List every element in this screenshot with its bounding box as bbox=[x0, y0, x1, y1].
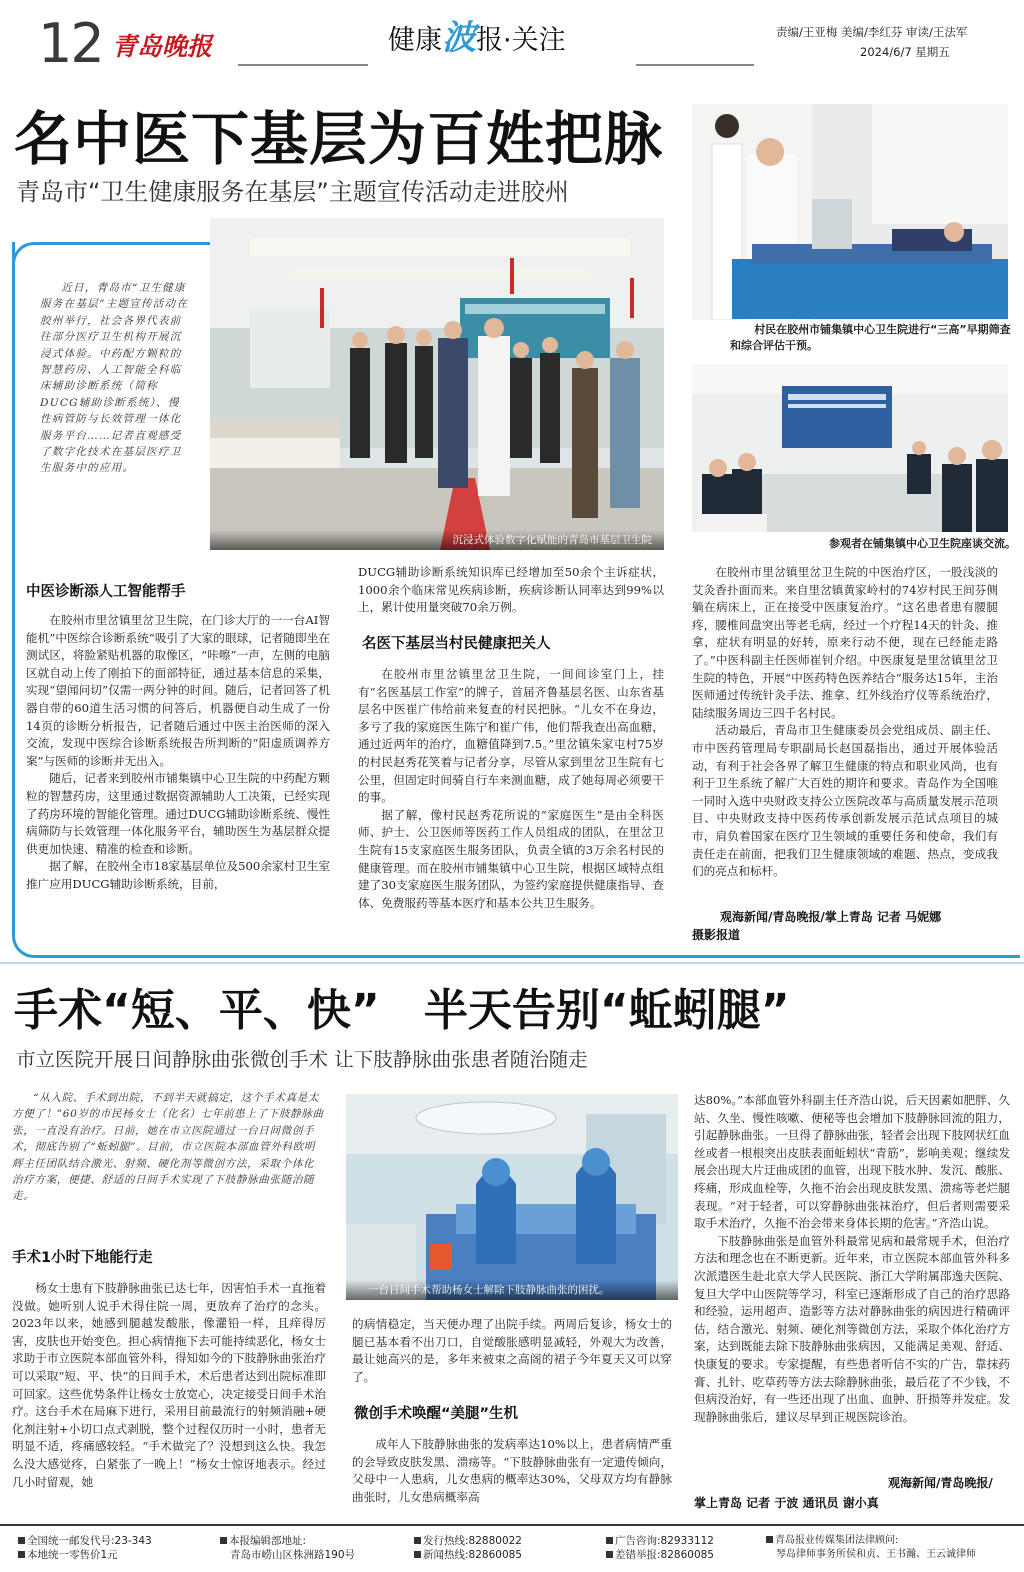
article2-col3-text bbox=[694, 1092, 1010, 1472]
article2-title: 手术“短、平、快” 半天告别“蚯蚓腿” bbox=[14, 985, 790, 1036]
article2-col1-para: 杨女士患有下肢静脉曲张已达七年，因害怕手术一直拖着没做。她听别人说手术得住院一周，更放弃了治疗的念头。2023年以来，她感到腿越发酸胀，像灌铅一样，且痒得厉害，皮肤也开始变色。担心病情拖下去可能持续恶化，杨女士求助于市立医院本部血管外科，得知如今的下肢静脉曲张治疗可以采取“短、平、快”的日间手术，术后患者达到出院标准即可回家。这些优势条件让杨女士放宽心，决定接受日间手术治疗。这台手术在局麻下进行，采用目前最流行的射频消融+硬化剂注射+小切口点式剥脱，整个过程仅历时一小时，患者无明显不适，疼痛感较轻。“手术做完了？没想到这么快。我怎么没大感觉疼，白紧张了一晚上！”杨女士惊讶地表示。经过几小时留观，她 bbox=[12, 1281, 326, 1489]
article1-col3-text bbox=[692, 564, 998, 904]
article2-col2-top-text bbox=[352, 1316, 672, 1386]
section-title bbox=[388, 18, 566, 61]
footer-line bbox=[220, 1548, 410, 1562]
square-bullet-icon bbox=[766, 1536, 773, 1543]
article-divider bbox=[0, 962, 1024, 964]
article1-byline: 观海新闻/青岛晚报/掌上青岛 记者 马妮娜 bbox=[720, 910, 942, 924]
footer bbox=[0, 1532, 1024, 1568]
square-bullet-icon bbox=[18, 1537, 25, 1544]
footer-rule bbox=[0, 1524, 1024, 1526]
footer-text: 青岛市崂山区株洲路190号 bbox=[230, 1549, 356, 1561]
article2-photo-caption: 一台日间手术帮助杨女士解除下肢静脉曲张的困扰。 bbox=[346, 1280, 678, 1300]
footer-text: 差错举报:82860085 bbox=[615, 1549, 714, 1561]
footer-text: 青岛报业传媒集团法律顾问: bbox=[775, 1535, 899, 1546]
footer-line bbox=[414, 1534, 594, 1548]
article2-col1-text bbox=[12, 1280, 326, 1512]
article1-main-photo-caption: 沉浸式体验数字化赋能的青岛市基层卫生院 bbox=[210, 530, 664, 550]
footer-line bbox=[766, 1548, 1022, 1562]
square-bullet-icon bbox=[606, 1537, 613, 1544]
article2-col3-para: 下肢静脉曲张是血管外科最常见病和最常规手术，但治疗方法和理念也在不断更新。近年来，市立医院本部血管外科多次派遣医生赴北京大学人民医院、浙江大学附属邵逸夫医院、复旦大学中山医院等学习，科室已逐渐形成了自己的治疗思路和经验，运用超声、造影等方法对静脉曲张的病因进行精确评估，结合激光、射频、硬化剂等微创方法，采取个体化治疗方案，达到既能去除下肢静脉曲张病因，又能满足美观、舒适、快康复的要求。专家提醒，有些患者听信不实的广告，靠抹药膏、扎针、吃草药等方法去除静脉曲张，最后花了不少钱，不但病没治好，有一些还出现了出血、血肿、肝损等并发症。发现静脉曲张后，建议尽早到正规医院诊治。 bbox=[694, 1233, 1010, 1424]
footer-text: 本报编辑部地址: bbox=[229, 1535, 307, 1547]
article1-col1-para: 随后，记者来到胶州市铺集镇中心卫生院的中药配方颗粒的智慧药房，这里通过数据资源辅助人工决策，已经实现了药房环境的智能化管理。通过DUCG辅助诊断系统、慢性病筛防与长效管理一体化服务平台，辅助医生为基层群众提供更加快速、精准的检查和诊断。 bbox=[26, 771, 330, 856]
surgery-image bbox=[346, 1094, 678, 1300]
article2-col2-heading: 微创手术唤醒“美腿”生机 bbox=[354, 1406, 519, 1422]
article1-byline-sub: 摄影报道 bbox=[692, 928, 741, 942]
page-number: 12 bbox=[38, 12, 103, 75]
footer-cell bbox=[414, 1534, 594, 1562]
square-bullet-icon bbox=[18, 1551, 25, 1558]
article1-photo-screening bbox=[692, 104, 1008, 320]
article1-col3-para: 活动最后，青岛市卫生健康委员会党组成员、副主任、市中医药管理局专职副局长赵国磊指出，通过开展体验活动，有利于社会各界了解卫生健康的特点和职业风尚，也有利于卫生系统了解广大百姓的期许和要求。青岛作为全国唯一同时入选中央财政支持公立医院改革与高质量发展示范项目、中央财政支持中医药传承创新发展示范试点项目的城市，肩负着国家在医疗卫生领域的重要任务和使命，我们有责任走在前面，把我们卫生健康领域的难题、热点，变成我们的亮点和标杆。 bbox=[692, 723, 998, 879]
footer-text: 新闻热线:82860085 bbox=[423, 1549, 522, 1561]
article1-frame-top bbox=[12, 242, 212, 266]
article2-byline-sub: 掌上青岛 记者 于波 通讯员 谢小真 bbox=[694, 1496, 879, 1510]
square-bullet-icon bbox=[414, 1551, 421, 1558]
paper-masthead: 青岛晚报 bbox=[112, 32, 213, 61]
footer-cell bbox=[18, 1534, 208, 1562]
header-date: 2024/6/7 星期五 bbox=[860, 45, 950, 59]
article1-col3-para: 在胶州市里岔镇里岔卫生院的中医治疗区，一股浅淡的艾灸香扑面而来。来自里岔镇黄家岭村的74岁村民王间芬侧躺在病床上，正在接受中医康复治疗。“这名患者患有腰腿疼，腰椎间盘突出等老毛病，经过一个疗程14天的针灸、推拿，症状有明显的好转，原来行动不便，现在已经能走路了。”中医科副主任医师崔钊介绍。中医康复是里岔镇里岔卫生院的特色，开展“中医药特色医养结合”服务达15年，主治医师通过传统针灸手法、推拿、红外线治疗仪等系统治疗，陆续服务周边三四千名村民。 bbox=[692, 565, 998, 720]
section-title-mark: 波 bbox=[442, 18, 476, 58]
header-rule-left bbox=[238, 64, 368, 66]
footer-line bbox=[606, 1534, 766, 1548]
square-bullet-icon bbox=[414, 1537, 421, 1544]
article1-col2-para: 据了解，像村民赵秀花所说的“家庭医生”是由全科医师、护士、公卫医师等医药工作人员组成的团队，在里岔卫生院有15支家庭医生服务团队，负责全镇的3万余名村民的健康管理。而在胶州市铺集镇中心卫生院，根据区域特点组建了30支家庭医生服务团队，为签约家庭提供健康指导、查体、免费服药等基本医疗和基本公共卫生服务。 bbox=[358, 807, 664, 910]
footer-line bbox=[606, 1548, 766, 1562]
article1-col2-para: 在胶州市里岔镇里岔卫生院，一间间诊室门上，挂有“名医基层工作室”的牌子，首届齐鲁基层名医、山东省基层名中医崔广伟给前来复查的村民把脉。“儿女不在身边，多亏了我的家庭医生陈宁和崔广伟，他们帮我查出高血糖，通过近两年的治疗，血糖值降到7.5。”里岔镇朱家屯村75岁的村民赵秀花笑着与记者分享，尽管从家到里岔卫生院有七公里，但固定时间骑自行车来测血糖，成了她每周必须要干的事。 bbox=[358, 667, 664, 805]
footer-text: 广告咨询:82933112 bbox=[615, 1535, 714, 1547]
article2-col2-para: 的病情稳定，当天便办理了出院手续。两周后复诊，杨女士的腿已基本看不出刀口，自觉酸胀感明显减轻，外观大为改善，最让她高兴的是，多年来被束之高阁的裙子今年夏天又可以穿了。 bbox=[352, 1317, 672, 1384]
header-editors: 责编/王亚梅 美编/李红芬 审读/王法军 bbox=[776, 25, 968, 39]
square-bullet-icon bbox=[220, 1537, 227, 1544]
article2-col2-text bbox=[352, 1436, 672, 1508]
footer-line bbox=[414, 1548, 594, 1562]
section-title-post: 报·关注 bbox=[476, 25, 566, 56]
article2-byline: 观海新闻/青岛晚报/ bbox=[888, 1476, 993, 1490]
article2-photo bbox=[346, 1094, 678, 1300]
footer-text: 本地统一零售价1元 bbox=[27, 1549, 118, 1561]
hospital-lobby-image bbox=[210, 218, 664, 550]
article1-col2-para: DUCG辅助诊断系统知识库已经增加至50余个主诉症状，1000余个临床常见疾病诊断，疾病诊断认同率达到99%以上，累计使用量突破70余万例。 bbox=[358, 565, 664, 615]
article2-col3-para: 达80%。”本部血管外科副主任齐浩山说，后天因素如肥胖、久站、久坐、慢性咳嗽、便秘等也会增加下肢静脉回流的阻力，引起静脉曲张。一旦得了静脉曲张，轻者会出现下肢网状红血丝或者一根根突出皮肤表面蚯蚓状“青筋”，影响美观；继续发展会出现大片迂曲成团的血管，出现下肢水肿、发沉、酸胀、疼痛，形成血栓等，久拖不治会出现皮肤发黑、溃疡等老烂腿表现。“对于轻者，可以穿静脉曲张袜治疗，但后者则需要采取手术治疗，久拖不治会带来身体长期的危害。”齐浩山说。 bbox=[694, 1093, 1010, 1231]
footer-text: 发行热线:82880022 bbox=[423, 1535, 522, 1547]
footer-line bbox=[18, 1548, 208, 1562]
article1-col2-text bbox=[358, 666, 664, 952]
article1-col1-heading: 中医诊断添人工智能帮手 bbox=[26, 584, 186, 600]
article2-col1-heading: 手术1小时下地能行走 bbox=[12, 1250, 153, 1266]
footer-line bbox=[18, 1534, 208, 1548]
section-title-pre: 健康 bbox=[388, 25, 442, 56]
article1-col1-text bbox=[26, 612, 330, 954]
article1-col1-para: 在胶州市里岔镇里岔卫生院，在门诊大厅的一一台AI智能机”中医综合诊断系统“吸引了大家的眼球，记者随即坐在测试区，将脸紧贴机器的取像区，“咔嚓”一声，左侧的电脑区就自动上传了刚拍下的面部特征，通过基本信息的采集，实现“望闻问切”仅需一两分钟的时间。随后，记者回答了机器自带的60道生活习惯的问答后，机器便自动生成了一份14页的诊断分析报告，记者随后通过中医主治医师的深入交流，发现中医综合诊断系统报告所判断的“阳虚质调养方案”与医师的诊断并无出入。 bbox=[26, 613, 330, 768]
article1-photo-screening-caption: 村民在胶州市铺集镇中心卫生院进行“三高”早期筛查和综合评估干预。 bbox=[730, 323, 1011, 352]
article1-main-photo bbox=[210, 218, 664, 550]
article1-title: 名中医下基层为百姓把脉 bbox=[14, 105, 664, 173]
page-header bbox=[0, 0, 1024, 80]
screening-image bbox=[692, 104, 1008, 320]
meeting-image bbox=[692, 364, 1008, 532]
article1-col2-top-text bbox=[358, 564, 664, 617]
footer-cell bbox=[766, 1534, 1022, 1562]
header-rule-right bbox=[636, 64, 754, 66]
article1-col2-heading: 名医下基层当村民健康把关人 bbox=[362, 636, 551, 652]
footer-cell bbox=[606, 1534, 766, 1562]
article1-lead: 近日，青岛市“卫生健康服务在基层”主题宣传活动在胶州举行，社会各界代表前往部分医疗卫生机构开展沉浸式体验。中药配方颗粒的智慧药房、人工智能全科临床辅助诊断系统（简称DUCG辅助诊断系统）、慢性病管防与长效管理一体化服务平台……记者直观感受了数字化技术在基层医疗卫生服务中的应用。 bbox=[40, 282, 189, 475]
footer-text: 琴岛律师事务所侯和贞、王书瀚、王云诚律师 bbox=[776, 1549, 976, 1560]
article1-photo-meeting-caption: 参观者在铺集镇中心卫生院座谈交流。 bbox=[829, 537, 1016, 550]
footer-cell bbox=[220, 1534, 410, 1562]
footer-text: 全国统一邮发代号:23-343 bbox=[27, 1535, 152, 1547]
article2-col2-para: 成年人下肢静脉曲张的发病率达10%以上，患者病情严重的会导致皮肤发黑、溃疡等。“下肢静脉曲张有一定遗传倾向，父母中一人患病，儿女患病的概率达30%，父母双方均有静脉曲张时，儿女患病概率高 bbox=[352, 1437, 672, 1504]
article1-col1-para: 据了解，在胶州全市18家基层单位及500余家村卫生室推广应用DUCG辅助诊断系统，目前， bbox=[26, 859, 330, 891]
square-bullet-icon bbox=[606, 1551, 613, 1558]
article1-subtitle: 青岛市“卫生健康服务在基层”主题宣传活动走进胶州 bbox=[16, 178, 569, 206]
article1-photo-meeting bbox=[692, 364, 1008, 532]
article2-lead: “从入院、手术到出院，不到半天就搞定，这个手术真是太方便了！”60岁的市民杨女士（化名）七年前患上了下肢静脉曲张，一直没有治疗。日前，她在市立医院通过一台日间微创手术，彻底告别了“蚯蚓腿”。目前，市立医院本部血管外科欧明辉主任团队结合激光、射频、硬化剂等微创方法，采取个体化治疗方案，便捷、舒适的日间手术实现了下肢静脉曲张随治随走。 bbox=[12, 1092, 324, 1203]
footer-line bbox=[220, 1534, 410, 1548]
footer-line bbox=[766, 1534, 1022, 1548]
article2-subtitle: 市立医院开展日间静脉曲张微创手术 让下肢静脉曲张患者随治随走 bbox=[16, 1048, 588, 1071]
